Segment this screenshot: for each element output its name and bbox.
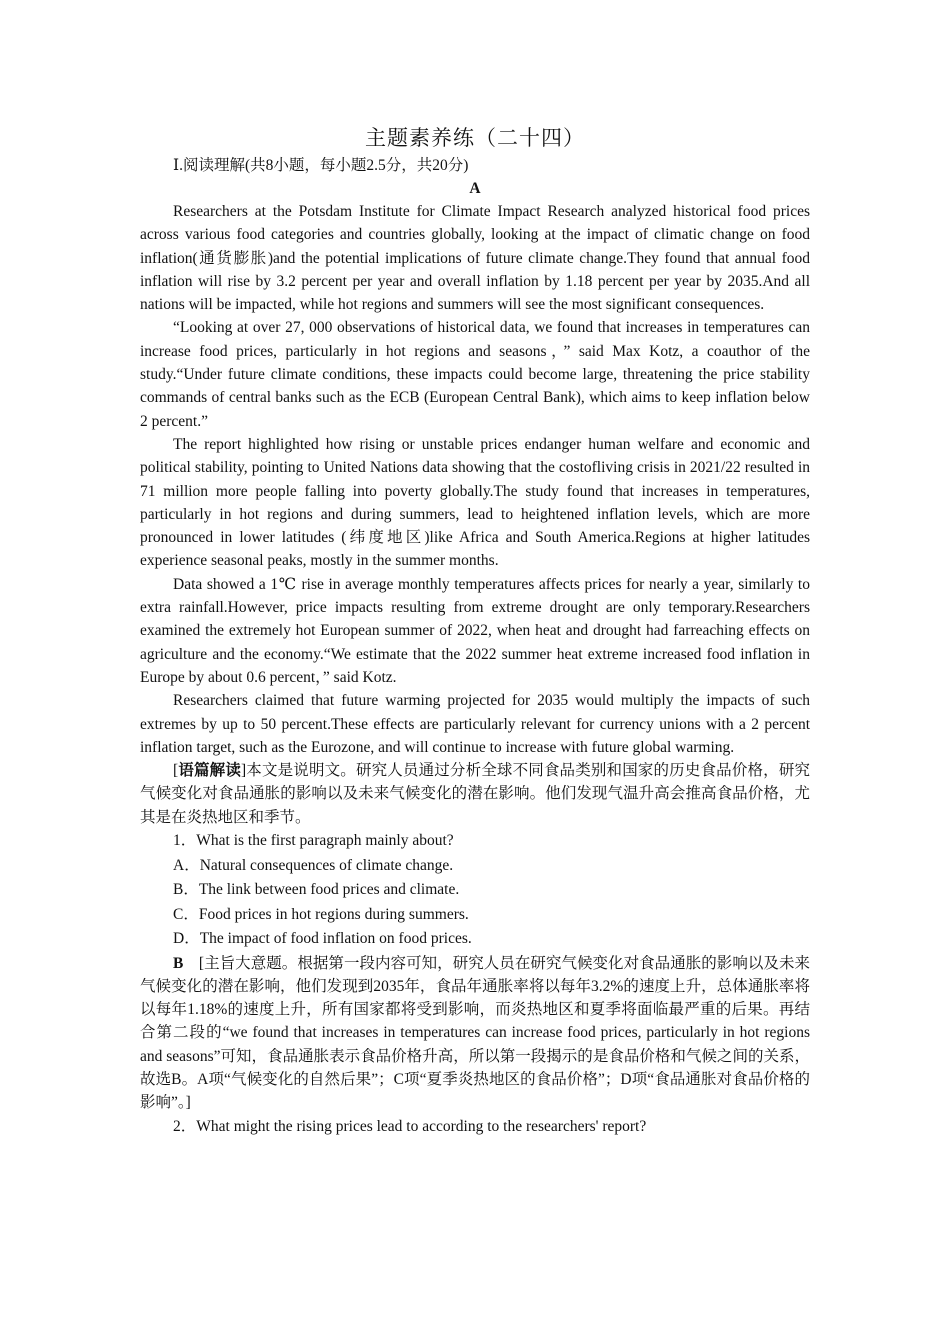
question-1-option-d: D．The impact of food inflation on food prices. [173,930,472,948]
passage-paragraph: “Looking at over 27, 000 observations of historical data, we found that increases in temperatures can increase food prices, particularly in hot regions and seasons，” said Max Kotz, a coauthor of the study.“Under future climate conditions, these impacts could become large, threatening the price stability commands of central banks such as the ECB (European Central Bank), which aims to keep inflation below 2 percent.” [140,319,810,430]
question-1-option-b: B．The link between food prices and climate. [173,881,460,899]
passage-paragraph: Researchers at the Potsdam Institute for Climate Impact Research analyzed historical food prices across various food categories and countries globally, looking at the impact of climatic change on food inflation(通货膨胀)and the potential implications of future climate change.They found that annual food inflation will rise by 3.2 percent per year and overall inflation by 1.18 percent per year by 2035.And all nations will be impacted, while hot regions and summers will see the most significant consequences. [140,203,810,314]
answer-1-letter: B [173,954,184,972]
passage-summary [140,759,810,829]
answer-1-explanation [140,952,810,1115]
passage-paragraph: Researchers claimed that future warming projected for 2035 would multiply the impacts of such extremes by up to 50 percent.These effects are particularly relevant for currency unions with a 2 percent inflation target, such as the Eurozone, and will continue to increase with future global warming. [140,692,810,756]
section-heading: Ⅰ.阅读理解(共8小题，每小题2.5分，共20分) [173,157,469,174]
page-title: 主题素养练（二十四） [365,126,585,150]
summary-label: 语篇解读 [178,762,241,780]
question-1-option-c: C．Food prices in hot regions during summers. [173,905,469,923]
passage-paragraph: Data showed a 1℃ rise in average monthly temperatures affects prices for nearly a year, similarly to extra rainfall.However, price impacts resulting from extreme drought are only temporary.Researchers examined the extremely hot European summer of 2022, when heat and drought had farreaching effects on agriculture and the economy.“We estimate that the 2022 summer heat extreme increased food inflation in Europe by about 0.6 percent，” said Kotz. [140,575,810,686]
passage-paragraph: The report highlighted how rising or unstable prices endanger human welfare and economic and political stability, pointing to United Nations data showing that the costofliving crisis in 2021/22 resulted in 71 million more people falling into poverty globally.The study found that increases in temperatures, particularly in hot regions and during summers, lead to heightened inflation levels, which are more pronounced in lower latitudes (纬度地区)like Africa and South America.Regions at higher latitudes experience seasonal peaks, mostly in the summer months. [140,435,810,570]
answer-1-text: [主旨大意题。根据第一段内容可知，研究人员在研究气候变化对食品通胀的影响以及未来气候变化的潜在影响，他们发现到2035年，食品年通胀率将以每年3.2%的速度上升，总体通胀率将以每年1.18%的速度上升，所有国家都将受到影响，而炎热地区和夏季将面临最严重的后果。再结合第二段的“we found that increases in temperatures can increase food prices, particularly in hot regions and seasons”可知，食品通胀表示食品价格升高，所以第一段揭示的是食品价格和气候之间的关系，故选B。A项“气候变化的自然后果”；C项“夏季炎热地区的食品价格”；D项“食品通胀对食品价格的影响”。] [140,954,810,1112]
document-page [140,122,810,1139]
summary-open-bracket: [ [173,762,179,780]
question-2-stem: 2．What might the rising prices lead to according to the researchers' report? [173,1117,647,1135]
passage-label: A [469,180,481,197]
question-1-stem: 1．What is the first paragraph mainly about? [173,832,454,850]
question-1-option-a: A．Natural consequences of climate change. [173,856,454,874]
summary-text: ]本文是说明文。研究人员通过分析全球不同食品类别和国家的历史食品价格，研究气候变化对食品通胀的影响以及未来气候变化的潜在影响。他们发现气温升高会推高食品价格，尤其是在炎热地区和季节。 [140,762,810,826]
